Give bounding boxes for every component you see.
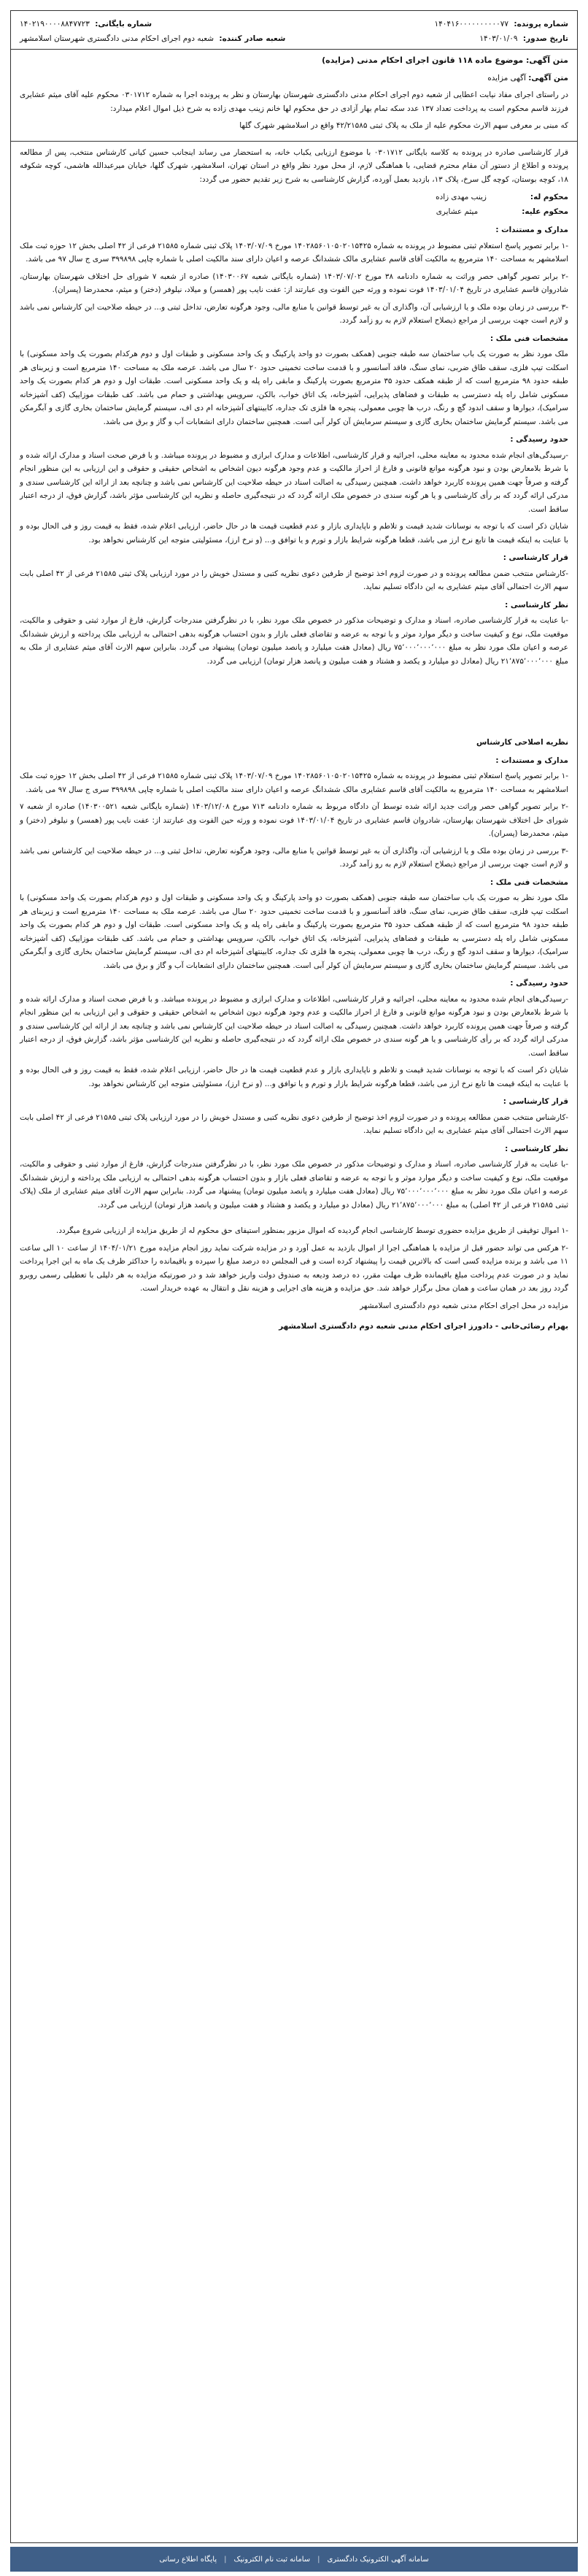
footer-link-ads[interactable]: سامانه آگهی الکترونیک دادگستری xyxy=(327,2555,429,2564)
closing-terms xyxy=(11,1220,577,1342)
issuing-branch: شعبه صادر کننده: شعبه دوم اجرای احکام مدنی دادگستری شهرستان اسلامشهر xyxy=(20,34,286,43)
letter-number: شماره پرونده: ۱۴۰۴۱۶۰۰۰۰۰۰۰۰۰۰۷۷ xyxy=(434,20,568,28)
doc-item: -۲ برابر تصویر گواهی حصر وراثت به شماره دادنامه ۳۸ مورخ ۱۴۰۳/۰۷/۰۲ (شماره بایگانی شعبه ۱۴۰۳۰۰۶۷) صادره از شعبه ۷ شورای حل اختلاف شهرستان بهارستان، شادروان قاسم عشایری در تاریخ ۱۴۰۳/۰۱/۰۴ فوت نموده و ورثه حین الفوت وی عبارتند از: عفت نایب پور (همسر) و میلاد، نیلوفر (دختر) و میثم، محمدرضا (پسران). xyxy=(20,272,568,294)
report-2 xyxy=(11,727,577,1220)
doc-item: -۲ برابر تصویر گواهی حصر وراثت جدید ارائه شده توسط آن دادگاه مربوط به شماره دادنامه ۷۱۳ مورخ ۱۴۰۳/۱۲/۰۸ (شماره بایگانی شعبه ۱۴۰۳۰۰۵۲۱) صادره از شعبه ۷ شورای حل اختلاف شهرستان بهارستان، شادروان قاسم عشایری در تاریخ ۱۴۰۳/۰۱/۰۴ فوت نموده و ورثه حین الفوت وی عبارتند از: عفت نایب پور (همسر) و نیلوفر (دختر) و میثم، محمدرضا (پسران). xyxy=(20,802,568,838)
notice-title: متن آگهی: موضوع ماده ۱۱۸ قانون اجرای احکام مدنی (مزایده) xyxy=(322,55,568,65)
auction-clause: -۲ هرکس می تواند حضور قبل از مزایده با هماهنگی اجرا از اموال بازدید به عمل آورد و در مزایده شرکت نماید روز انجام مزایده مورخ ۱۴۰۴/۰۱/۲۱ از ساعت ۱۰ الی ساعت ۱۱ می باشد و برنده مزایده کسی است که بالاترین قیمت را پیشنهاد کرده است و فی المجلس ده درصد مبلغ را سپرده و باقیمانده را حداکثر ظرف یک ماه به این اجرا پرداخت نماید و در صورت عدم پرداخت مبلغ باقیمانده ظرف مهلت مقرر، ده درصد ودیعه به صندوق دولت واریز خواهد شد و در صورتیکه مزایده به هر دلیلی با تعطیلی رسمی روبرو گردد روز بعد در همان ساعت و همان محل برگزار خواهد شد. حق مزایده و هزینه های اجرایی و هزینه نقل و انتقال به عهده خریدار است. xyxy=(20,1243,568,1293)
limits-heading: حدود رسیدگی : xyxy=(510,979,568,988)
docs-heading: مدارک و مستندات : xyxy=(495,226,568,234)
limits-heading: حدود رسیدگی : xyxy=(510,435,568,444)
opinion-heading: نظر کارشناسی : xyxy=(505,600,568,610)
notice-subject: متن آگهی: آگهی مزایده xyxy=(487,73,568,82)
doc-item: -۳ بررسی در زمان بوده ملک و یا ارزشیابی آن، واگذاری آن به غیر توسط قوانین یا منابع مالی، وجود هرگونه تعارض، تداخل ثبتی و... در حیطه صلاحیت این کارشناس نمی باشد و لازم است جهت بررسی از مراجع ذیصلاح استعلام لازم به رو زآمد گردد. xyxy=(20,846,568,869)
header xyxy=(11,11,577,49)
doc-item: -۱ برابر تصویر پاسخ استعلام ثبتی مضبوط در پرونده به شماره ۱۴۰۲۸۵۶۰۱۰۵۰۲۰۱۵۴۲۵ مورخ ۱۴۰۳/۰۷/۰۹ پلاک ثبتی شماره ۲۱۵۸۵ فرعی از ۴۲ اصلی بخش ۱۲ حوزه ثبت ملک اسلامشهر به مساحت ۱۴۰ مترمربع به مالکیت آقای قاسم عشایری مالک ششدانگ عرصه و اعیان دارای سند مالکیت اصلی با شماره چاپی ۳۹۹۸۹۸ سری ج سال ۹۷ می باشد. xyxy=(20,241,568,264)
expert-order-heading: قرار کارشناسی : xyxy=(503,1097,568,1106)
limits-text-2: شایان ذکر است که با توجه به نوسانات شدید قیمت و تلاطم و ناپایداری بازار و عدم قطعیت قیمت ها در حال حاضر، ارزیابی اعلام شده، فقط به قیمت روز و فی الحال بوده و با عنایت به اینکه قیمت ها تابع نرخ ارز می باشد، قطعا هرگونه شرایط بازار و تورم و یا توافق و... (و نرخ ارز)، مسئولیتی متوجه این کارشناس نخواهد بود. xyxy=(20,1066,568,1088)
expert-order-heading: قرار کارشناسی : xyxy=(503,553,568,562)
expert-intro: قرار کارشناسی صادره در پرونده به کلاسه بایگانی ۰۳۰۱۷۱۲ با موضوع ارزیابی یکباب خانه، به استحضار می رساند اینجانب حسین کیانی کارشناس منتخب، پس از مطالعه پرونده و اطلاع از دستور آن مقام محترم قضایی، با هماهنگی لازم، از محل مورد نظر واقع در استان تهران، اسلامشهر، شهرک گلها، خیابان میرعبدالله هاشمی، کوچه شکوفه ۱۸، کوچه بوستان، کوچه گل سرخ، پلاک ۱۳، بازدید بعمل آورده، گزارش کارشناسی به شرح زیر تقدیم حضور می گردد: xyxy=(20,147,568,184)
notice-intro: در راستای اجرای مفاد نیابت اعطایی از شعبه دوم اجرای احکام مدنی دادگستری شهرستان بهارستان و نظر به پرونده اجرا به شماره ۰۳۰۱۷۱۲ محکوم علیه آقای میثم عشایری فرزند قاسم محکوم است به پرداخت تعداد ۱۳۷ عدد سکه تمام بهار آزادی در حق محکوم لها خانم زینب مهدی زاده به شرح ذیل اموال اعلام میدارد: xyxy=(20,91,568,113)
property-line: که مبنی بر معرفی سهم الارث محکوم علیه از ملک به پلاک ثبتی ۴۲/۲۱۵۸۵ واقع در اسلامشهر شهرک گلها xyxy=(239,121,568,130)
registry-number: شماره بایگانی: ۱۴۰۲۱۹۰۰۰۰۸۸۴۷۷۲۳ xyxy=(20,20,152,28)
limits-text: -رسیدگی‌های انجام شده محدود به معاینه محلی، اجرائیه و قرار کارشناسی، اطلاعات و مدارک ابرازی و مضبوط در پرونده میباشد. و با فرض صحت اسناد و مدارک ارائه شده و با شرط بلامعارض بودن و نبود هرگونه موانع قانونی و فارغ از احراز مالکیت و عدم وجود هرگونه دیون اشخاص به اشخاص حقیقی و حقوقی و این ارزیابی به این منظور انجام گرفته و صرفاً جهت همین پرونده کاربرد خواهد داشت. همچنین رسیدگی به اصالت اسناد در حیطه صلاحیت این کارشناس نمی باشد و چنانچه بعد از ارائه این کارشناسی سندی و مدرکی ارائه گردد که بر رأی کارشناسی و یا هر گونه سندی در خصوص ملک ارائه گردد که در نتیجه‌گیری حاصله و نظریه این کارشناسی مؤثر باشد، گزارش فوق، از درجه اعتبار ساقط است. xyxy=(20,994,568,1058)
signature: بهرام رضائی‌خانی - دادورز اجرای احکام مدنی شعبه دوم دادگستری اسلامشهر xyxy=(279,1322,568,1331)
footer-bar: سامانه آگهی الکترونیک دادگستری | سامانه ثبت نام الکترونیک | پایگاه اطلاع رسانی xyxy=(10,2547,578,2572)
footer-link-register[interactable]: سامانه ثبت نام الکترونیک xyxy=(233,2555,311,2564)
tech-text: ملک مورد نظر به صورت یک باب ساختمان سه طبقه جنوبی (همکف بصورت دو واحد پارکینگ و یک واحد مسکونی و طبقات اول و دوم هرکدام بصورت یک واحد مسکونی) با اسکلت تیپ فلزی، سقف طاق ضربی، نمای سنگ، فاقد آسانسور و با قدمت ساخت تخمینی حدود ۲۰ سال می باشد. عرصه ملک به مساحت ۱۴۰ مترمربع است و زیربنای هر طبقه حدود ۹۸ مترمربع است که از طبقه همکف حدود ۳۵ مترمربع بصورت پارکینگ و مابقی راه پله و یک واحد مسکونی است. طبقات اول و دوم هر کدام بصورت یک واحد مسکونی شامل راه پله دسترسی به طبقات و فضاهای پذیرایی، آشپزخانه، یک اتاق خواب، بالکن، سرویس بهداشتی و حمام می باشد. کف طبقات موزاییک (کف آشپزخانه سرامیک)، دیوارها و سقف اندود گچ و رنگ، درب ها چوبی معمولی، پنجره ها فلزی تک جداره، کابینتهای آشپزخانه ام دی اف، سیستم گرمایش ساختمان بخاری گازی و آبگرمکن می باشد. سیستم گرمایش ساختمان بخاری گازی و سیستم سرمایش آن کولر آبی است. همچنین ساختمان دارای انشعابات آب و گاز و برق می باشد. xyxy=(20,350,568,426)
limits-text: -رسیدگی‌های انجام شده محدود به معاینه محلی، اجرائیه و قرار کارشناسی، اطلاعات و مدارک ابرازی و مضبوط در پرونده میباشد. و با فرض صحت اسناد و مدارک ارائه شده و با شرط بلامعارض بودن و نبود هرگونه موانع قانونی و فارغ از احراز مالکیت و عدم وجود هرگونه دیون اشخاص به اشخاص حقیقی و حقوقی و این ارزیابی به این منظور انجام گرفته و صرفاً جهت همین پرونده کاربرد خواهد داشت. همچنین رسیدگی به اصالت اسناد در حیطه صلاحیت این کارشناس نمی باشد و چنانچه بعد از ارائه این کارشناسی سندی و مدرکی ارائه گردد که بر رأی کارشناسی و یا هر گونه سندی در خصوص ملک ارائه گردد که در نتیجه‌گیری حاصله و نظریه این کارشناسی مؤثر باشد، گزارش فوق، از درجه اعتبار ساقط است. xyxy=(20,450,568,514)
opinion-text: -با عنایت به قرار کارشناسی صادره، اسناد و مدارک و توضیحات مذکور در خصوص ملک مورد نظر، با در نظرگرفتن مندرجات گزارش، فارغ از موارد ثبتی و حقوقی و مالکیت، موقعیت ملک، نوع و کیفیت ساخت و دیگر موارد موثر و با توجه به عرضه و تقاضای فعلی بازار و بدون احتساب هرگونه بدهی احتمالی به ارزیابی ملک پرداخته و ارزش ششدانگ عرصه و اعیان ملک مورد نظر به مبلغ ۷۵٬۰۰۰٬۰۰۰٬۰۰۰ ریال (معادل هفت میلیارد و پانصد میلیون تومان) پیشنهاد می گردد. بنابراین سهم الارث آقای میثم عشایری از ملک (پلاک ثبتی ۲۱۵۸۵ فرعی از ۴۲ اصلی) به مبلغ ۲۱٬۸۷۵٬۰۰۰٬۰۰۰ ریال (معادل دو میلیارد و یکصد و هشتاد و هفت میلیون و پانصد هزار تومان) ارزیابی می گردد. xyxy=(20,1160,569,1210)
defendant-row: محکوم علیه: میثم عشایری xyxy=(436,207,568,216)
issue-date: تاریخ صدور: ۱۴۰۳/۰۱/۰۹ xyxy=(479,34,568,43)
tech-heading: مشخصات فنی ملک : xyxy=(490,334,568,343)
doc-item: -۳ بررسی در زمان بوده ملک و یا ارزشیابی آن، واگذاری آن به غیر توسط قوانین یا منابع مالی، وجود هرگونه تعارض، تداخل ثبتی و... در حیطه صلاحیت این کارشناس نمی باشد و لازم است جهت بررسی از مراجع ذیصلاح استعلام لازم به رو زآمد گردد. xyxy=(20,302,568,325)
tech-text: ملک مورد نظر به صورت یک باب ساختمان سه طبقه جنوبی (همکف بصورت دو واحد پارکینگ و یک واحد مسکونی و طبقات اول و دوم هرکدام بصورت یک واحد مسکونی) با اسکلت تیپ فلزی، سقف طاق ضربی، نمای سنگ، فاقد آسانسور و با قدمت ساخت تخمینی حدود ۲۰ سال می باشد. عرصه ملک به مساحت ۱۴۰ مترمربع است و زیربنای هر طبقه حدود ۹۸ مترمربع است که از طبقه همکف حدود ۳۵ مترمربع بصورت پارکینگ و مابقی راه پله و یک واحد مسکونی است. طبقات اول و دوم هر کدام بصورت یک واحد مسکونی شامل راه پله دسترسی به طبقات و فضاهای پذیرایی، آشپزخانه، یک اتاق خواب، بالکن، سرویس بهداشتی و حمام می باشد. کف طبقات موزاییک (کف آشپزخانه سرامیک)، دیوارها و سقف اندود گچ و رنگ، درب ها چوبی معمولی، پنجره ها فلزی تک جداره، کابینتهای آشپزخانه ام دی اف، سیستم گرمایش ساختمان بخاری گازی و آبگرمکن می باشد. سیستم گرمایش ساختمان بخاری گازی و سیستم سرمایش آن کولر آبی است. همچنین ساختمان دارای انشعابات آب و گاز و برق می باشد. xyxy=(20,893,568,970)
notice-document xyxy=(10,10,578,2543)
report-1 xyxy=(11,142,577,677)
tech-heading: مشخصات فنی ملک : xyxy=(490,877,568,887)
doc-item: -۱ برابر تصویر پاسخ استعلام ثبتی مضبوط در پرونده به شماره ۱۴۰۲۸۵۶۰۱۰۵۰۲۰۱۵۴۲۵ مورخ ۱۴۰۳/۰۷/۰۹ پلاک ثبتی شماره ۲۱۵۸۵ فرعی از ۴۲ اصلی بخش ۱۲ حوزه ثبت ملک اسلامشهر به مساحت ۱۴۰ مترمربع به مالکیت آقای قاسم عشایری مالک ششدانگ عرصه و اعیان دارای سند مالکیت اصلی با شماره چاپی ۳۹۹۸۹۸ سری ج سال ۹۷ می باشد. xyxy=(20,772,568,794)
expert-order-text: -کارشناس منتخب ضمن مطالعه پرونده و در صورت لزوم اخذ توضیح از طرفین دعوی نظریه کتبی و مستدل خویش را در مورد ارزیابی پلاک ثبتی ۲۱۵۸۵ فرعی از ۴۲ اصلی بابت سهم الارث احتمالی آقای میثم عشایری به این دادگاه تسلیم نماید. xyxy=(20,1112,569,1135)
footer-link-info[interactable]: پایگاه اطلاع رسانی xyxy=(159,2555,217,2564)
expert-order-text: -کارشناس منتخب ضمن مطالعه پرونده و در صورت لزوم اخذ توضیح از طرفین دعوی نظریه کتبی و مستدل خویش را در مورد ارزیابی پلاک ثبتی ۲۱۵۸۵ فرعی از ۴۲ اصلی بابت سهم الارث احتمالی آقای میثم عشایری به این دادگاه تسلیم نماید. xyxy=(20,569,569,591)
corrected-report-heading: نظریه اصلاحی کارشناس xyxy=(476,738,568,747)
opinion-heading: نظر کارشناسی : xyxy=(505,1144,568,1153)
auction-location: مزایده در محل اجرای احکام مدنی شعبه دوم دادگستری اسلامشهر xyxy=(360,1301,568,1310)
docs-heading: مدارک و مستندات : xyxy=(495,756,568,765)
plaintiff-row: محکوم له: زینب مهدی زاده xyxy=(436,193,568,201)
notice-body xyxy=(11,50,577,141)
limits-text-2: شایان ذکر است که با توجه به نوسانات شدید قیمت و تلاطم و ناپایداری بازار و عدم قطعیت قیمت ها در حال حاضر، ارزیابی اعلام شده، فقط به قیمت روز و فی الحال بوده و با عنایت به اینکه قیمت ها تابع نرخ ارز می باشد، قطعا هرگونه شرایط بازار و تورم و یا توافق و... (و نرخ ارز)، مسئولیتی متوجه این کارشناس نخواهد بود. xyxy=(20,522,568,545)
auction-clause: -۱ اموال توقیفی از طریق مزایده حضوری توسط کارشناسی انجام گردیده که اموال مزبور بمنظور استیفای حق محکوم له از طریق مزایده از ارزیابی شروع میگردد. xyxy=(56,1226,568,1235)
opinion-text: -با عنایت به قرار کارشناسی صادره، اسناد و مدارک و توضیحات مذکور در خصوص ملک مورد نظر، با در نظرگرفتن مندرجات گزارش، فارغ از موارد ثبتی و حقوقی و مالکیت، موقعیت ملک، نوع و کیفیت ساخت و دیگر موارد موثر و با توجه به عرضه و تقاضای فعلی بازار و بدون احتساب هرگونه بدهی احتمالی به ارزیابی ملک پرداخته و ارزش ششدانگ عرصه و اعیان ملک مورد نظر به مبلغ ۷۵٬۰۰۰٬۰۰۰٬۰۰۰ ریال (معادل هفت میلیارد و پانصد میلیون تومان) پیشنهاد می گردد. بنابراین سهم الارث آقای میثم عشایری از ملک به مبلغ ۲۱٬۸۷۵٬۰۰۰٬۰۰۰ ریال (معادل دو میلیارد و یکصد و هشتاد و هفت میلیون و پانصد هزار تومان) ارزیابی می گردد. xyxy=(20,616,569,666)
